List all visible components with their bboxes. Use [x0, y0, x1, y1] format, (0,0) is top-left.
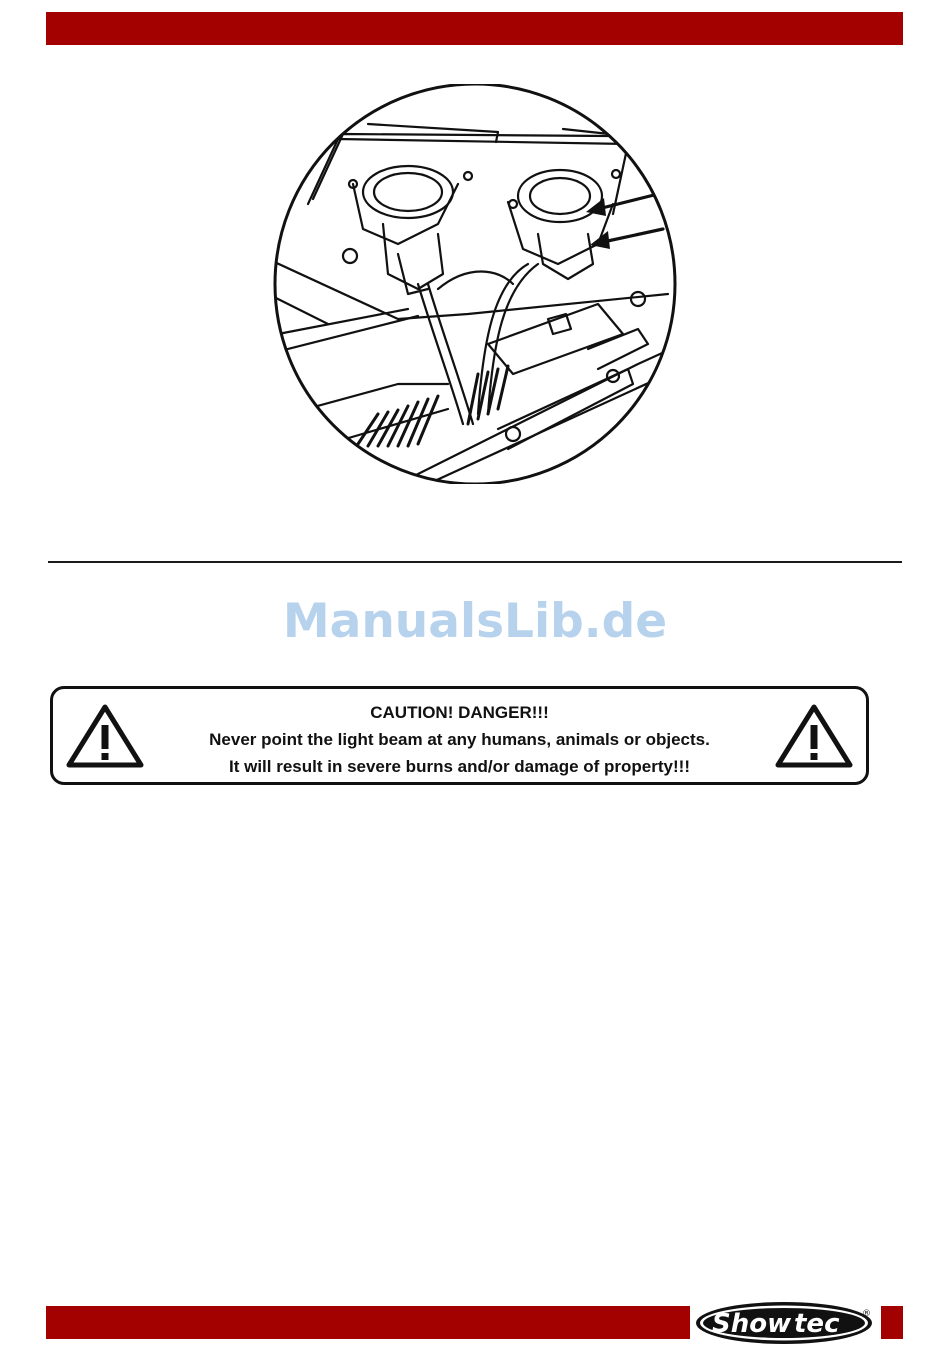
warning-triangle-icon: [66, 703, 144, 769]
registered-mark: ®: [862, 1309, 871, 1319]
footer-bar: [46, 1306, 690, 1339]
logo-text-show: Show: [712, 1309, 792, 1339]
showtec-logo: [694, 1300, 878, 1346]
caution-line-1: Never point the light beam at any humans, animals or objects.: [209, 730, 710, 749]
caution-notice: [50, 686, 869, 785]
logo-text-tec: tec: [794, 1309, 840, 1339]
header-bar: [46, 12, 903, 45]
section-divider: [48, 561, 902, 563]
watermark-text: ManualsLib.de: [282, 594, 668, 649]
lamp-socket-illustration: [268, 84, 682, 484]
footer-bar-end: [881, 1306, 903, 1339]
caution-line-2: It will result in severe burns and/or damage of property!!!: [229, 757, 690, 776]
caution-text-block: [163, 699, 756, 780]
caution-title: CAUTION! DANGER!!!: [370, 703, 549, 722]
warning-triangle-icon: [775, 703, 853, 769]
